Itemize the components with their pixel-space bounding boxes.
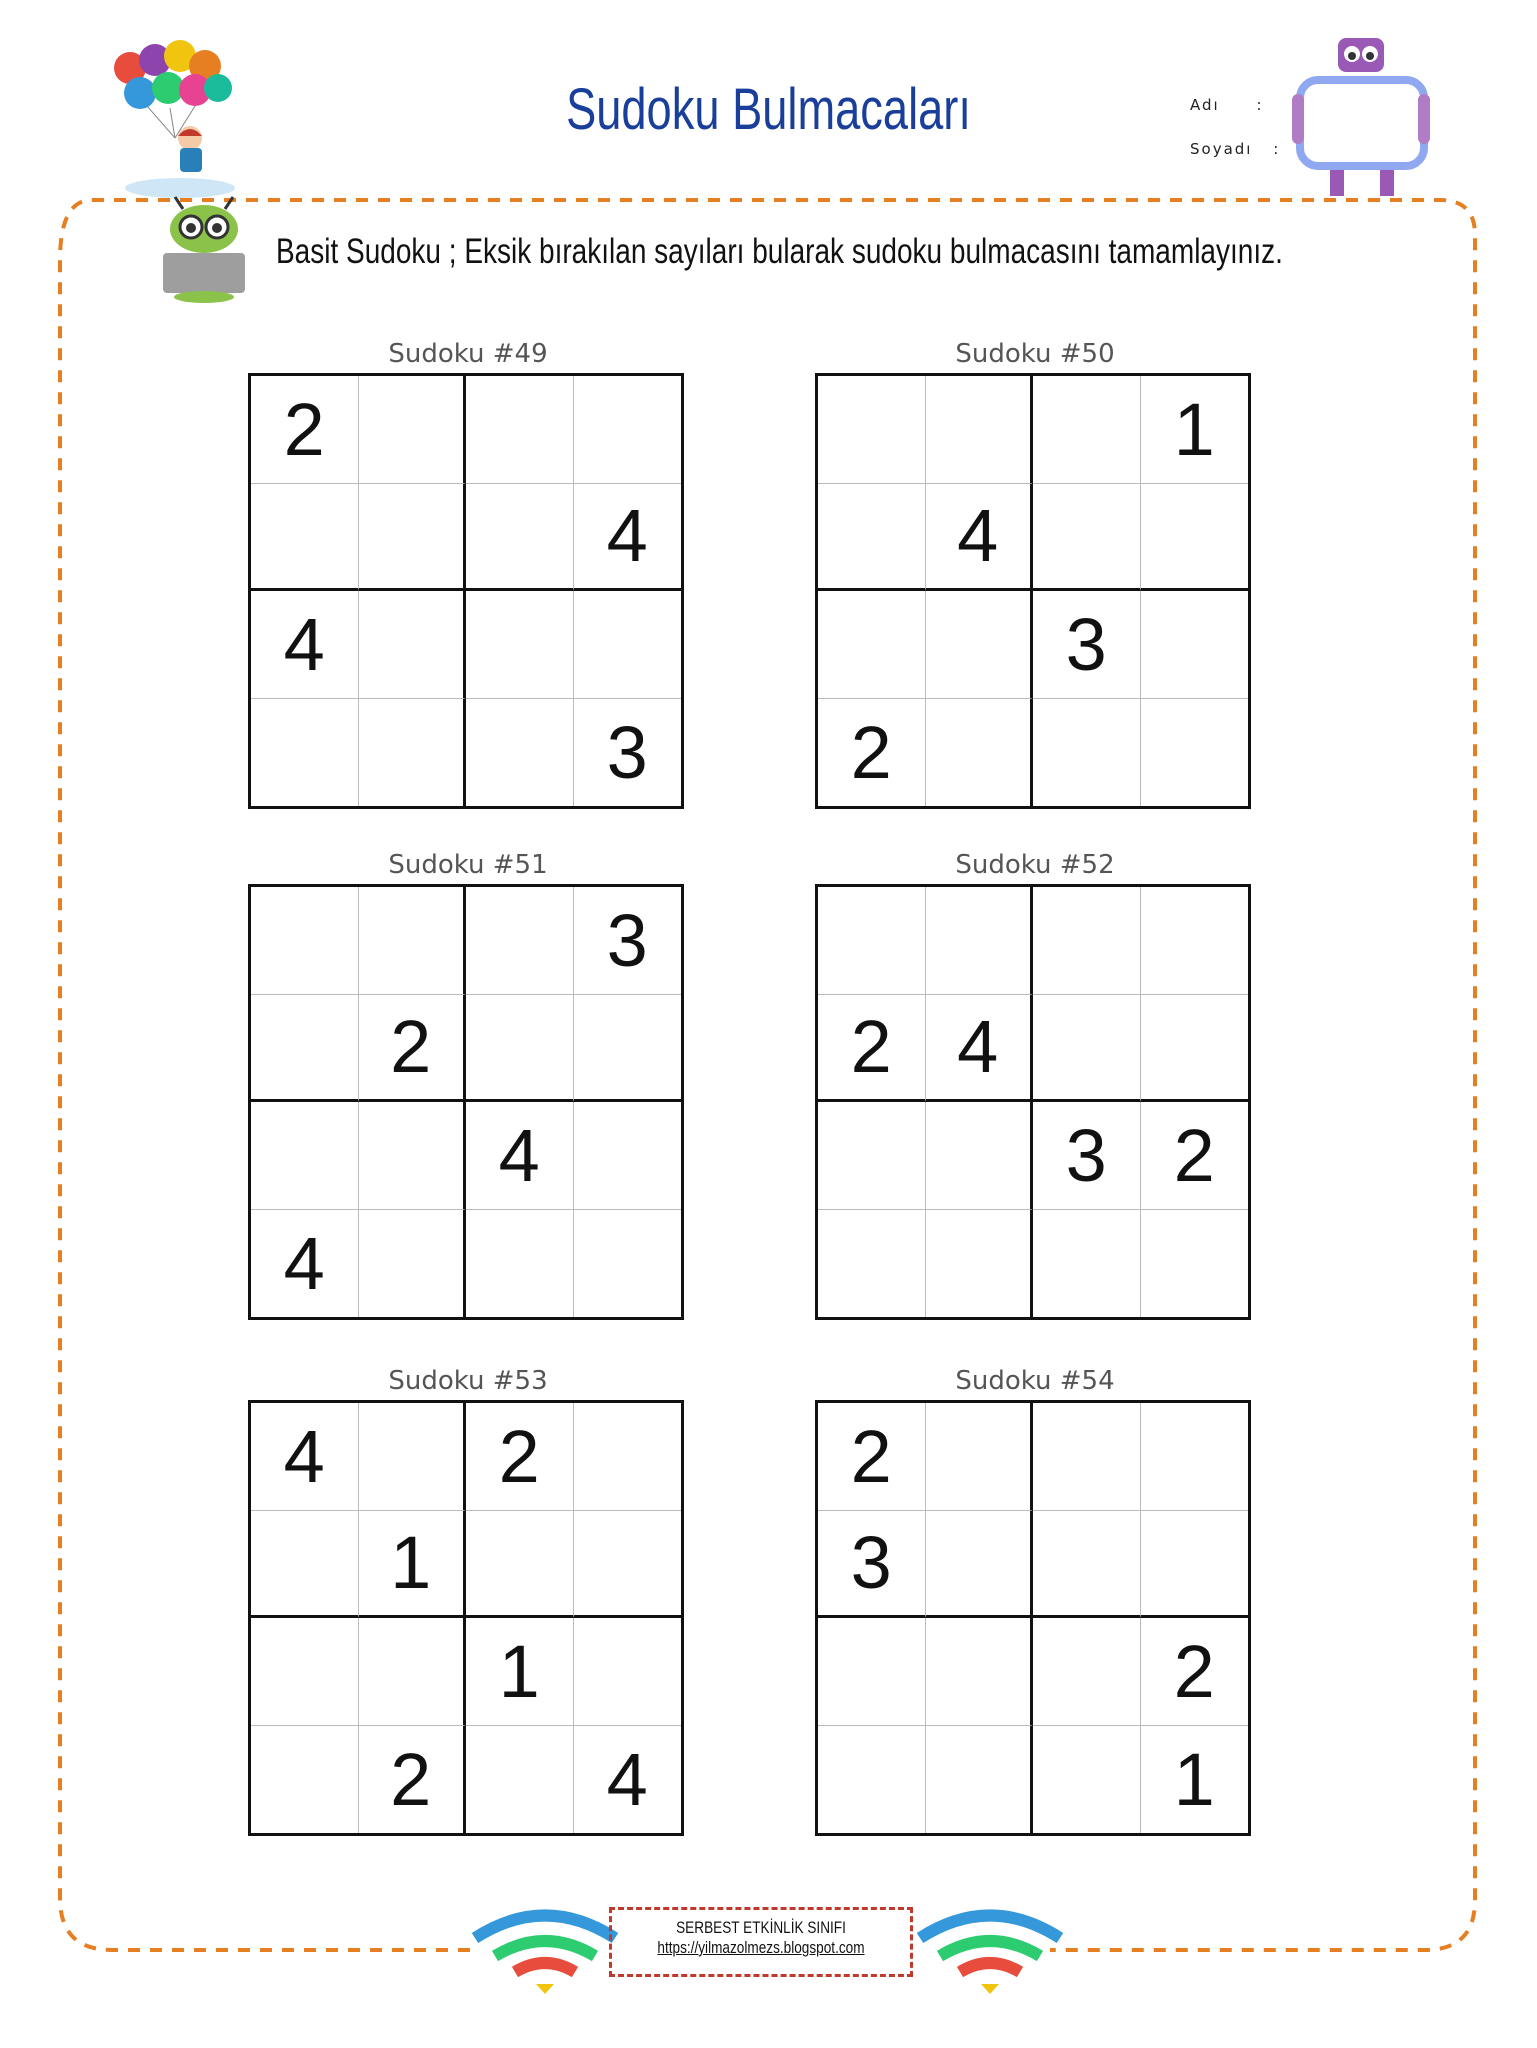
sudoku-cell-empty[interactable] [251,995,359,1103]
sudoku-cell-empty[interactable] [818,1210,926,1318]
wifi-icon [915,1908,1065,1998]
sudoku-cell-empty[interactable] [1033,1511,1141,1619]
sudoku-cell-empty[interactable] [1141,1511,1249,1619]
surname-colon: : [1273,140,1281,158]
sudoku-cell-empty[interactable] [1033,995,1141,1103]
sudoku-cell-empty[interactable] [818,1618,926,1726]
sudoku-cell-empty[interactable] [466,699,574,807]
sudoku-cell-empty[interactable] [251,1618,359,1726]
sudoku-grid [815,373,1251,809]
sudoku-cell-empty[interactable] [251,699,359,807]
sudoku-cell-empty[interactable] [466,484,574,592]
sudoku-cell-given: 2 [359,995,467,1103]
sudoku-cell-empty[interactable] [1033,376,1141,484]
footer-link[interactable]: https://yilmazolmezs.blogspot.com [657,1938,865,1957]
sudoku-cell-empty[interactable] [251,1726,359,1834]
sudoku-cell-empty[interactable] [926,1210,1034,1318]
surname-label: Soyadı [1190,140,1253,158]
sudoku-cell-given: 4 [926,995,1034,1103]
sudoku-cell-given: 2 [251,376,359,484]
puzzle-title: Sudoku #49 [388,339,548,369]
sudoku-cell-given: 3 [1033,591,1141,699]
sudoku-cell-empty[interactable] [466,1511,574,1619]
sudoku-cell-empty[interactable] [926,591,1034,699]
sudoku-cell-given: 3 [818,1511,926,1619]
sudoku-grid [248,884,684,1320]
sudoku-cell-empty[interactable] [818,887,926,995]
instruction-text: Basit Sudoku ; Eksik bırakılan sayıları bularak sudoku bulmacasını tamamlayınız. [276,232,1283,271]
sudoku-cell-empty[interactable] [1141,699,1249,807]
sudoku-cell-given: 1 [359,1511,467,1619]
sudoku-cell-given: 4 [251,591,359,699]
sudoku-cell-given: 4 [466,1102,574,1210]
sudoku-grid [248,1400,684,1836]
sudoku-cell-given: 1 [466,1618,574,1726]
sudoku-cell-empty[interactable] [251,484,359,592]
sudoku-cell-given: 4 [926,484,1034,592]
puzzle-title: Sudoku #52 [955,850,1115,880]
sudoku-cell-empty[interactable] [359,1618,467,1726]
robot-sign-icon [1290,34,1440,204]
sudoku-cell-empty[interactable] [574,376,682,484]
sudoku-cell-empty[interactable] [574,591,682,699]
sudoku-cell-given: 2 [818,995,926,1103]
puzzle-title: Sudoku #51 [388,850,548,880]
sudoku-cell-given: 1 [1141,376,1249,484]
sudoku-cell-empty[interactable] [251,1511,359,1619]
wifi-icon [470,1908,620,1998]
sudoku-cell-empty[interactable] [466,591,574,699]
sudoku-cell-empty[interactable] [574,1403,682,1511]
sudoku-cell-given: 3 [606,710,648,794]
sudoku-cell-empty[interactable] [359,1403,467,1511]
sudoku-cell-empty[interactable] [926,1102,1034,1210]
surname-field[interactable] [1190,140,1280,158]
sudoku-cell-empty[interactable] [1141,1403,1249,1511]
sudoku-cell-given: 2 [1141,1102,1249,1210]
puzzle-title: Sudoku #50 [955,339,1115,369]
sudoku-cell-given: 1 [1173,1737,1215,1821]
sudoku-cell-empty[interactable] [466,887,574,995]
sudoku-cell-empty[interactable] [466,995,574,1103]
sudoku-cell-empty[interactable] [359,699,467,807]
sudoku-cell-empty[interactable] [359,1210,467,1318]
sudoku-grid [815,884,1251,1320]
sudoku-cell-given: 2 [1141,1618,1249,1726]
page-title: Sudoku Bulmacaları [566,77,971,142]
sudoku-grid [815,1400,1251,1836]
sudoku-cell-empty[interactable] [359,484,467,592]
footer-credit [609,1907,913,1977]
sudoku-cell-empty[interactable] [574,995,682,1103]
sudoku-cell-empty[interactable] [574,1511,682,1619]
sudoku-cell-empty[interactable] [1141,484,1249,592]
sudoku-cell-empty[interactable] [466,1210,574,1318]
name-field[interactable] [1190,96,1264,114]
sudoku-cell-empty[interactable] [1033,1403,1141,1511]
sudoku-cell-empty[interactable] [926,1403,1034,1511]
sudoku-cell-empty[interactable] [574,1102,682,1210]
sudoku-cell-empty[interactable] [1033,699,1141,807]
sudoku-cell-empty[interactable] [574,1210,682,1318]
sudoku-cell-empty[interactable] [359,1102,467,1210]
sudoku-cell-empty[interactable] [1141,591,1249,699]
sudoku-cell-empty[interactable] [359,376,467,484]
sudoku-grid [248,373,684,809]
name-colon: : [1256,96,1264,114]
sudoku-cell-empty[interactable] [574,1618,682,1726]
sudoku-cell-empty[interactable] [359,591,467,699]
sudoku-cell-empty[interactable] [1141,995,1249,1103]
sudoku-cell-given: 4 [574,484,682,592]
alien-robot-icon [155,195,255,305]
sudoku-cell-empty[interactable] [1033,1618,1141,1726]
sudoku-cell-given: 2 [359,1726,467,1834]
sudoku-cell-empty[interactable] [1141,887,1249,995]
sudoku-cell-given: 4 [606,1737,648,1821]
sudoku-cell-given: 2 [466,1403,574,1511]
sudoku-cell-empty[interactable] [466,1726,574,1834]
sudoku-cell-given: 4 [251,1403,359,1511]
sudoku-cell-empty[interactable] [359,887,467,995]
sudoku-cell-empty[interactable] [466,376,574,484]
sudoku-cell-empty[interactable] [1033,1726,1141,1834]
sudoku-cell-given: 2 [818,1403,926,1511]
sudoku-cell-empty[interactable] [926,699,1034,807]
sudoku-cell-empty[interactable] [818,484,926,592]
sudoku-cell-empty[interactable] [1141,1210,1249,1318]
footer-label: SERBEST ETKİNLİK SINIFI [676,1918,846,1937]
sudoku-cell-empty[interactable] [251,1102,359,1210]
sudoku-cell-empty[interactable] [926,1511,1034,1619]
sudoku-cell-empty[interactable] [1033,887,1141,995]
sudoku-cell-empty[interactable] [818,1726,926,1834]
sudoku-cell-empty[interactable] [926,376,1034,484]
sudoku-cell-empty[interactable] [251,887,359,995]
sudoku-cell-empty[interactable] [1033,484,1141,592]
sudoku-cell-empty[interactable] [926,1726,1034,1834]
sudoku-cell-empty[interactable] [926,1618,1034,1726]
sudoku-cell-given: 3 [1033,1102,1141,1210]
sudoku-cell-empty[interactable] [818,1102,926,1210]
name-label: Adı [1190,96,1220,114]
sudoku-cell-empty[interactable] [818,591,926,699]
sudoku-cell-given: 4 [251,1210,359,1318]
sudoku-cell-empty[interactable] [1033,1210,1141,1318]
sudoku-cell-empty[interactable] [926,887,1034,995]
puzzle-title: Sudoku #53 [388,1366,548,1396]
sudoku-cell-given: 2 [818,699,926,807]
puzzle-title: Sudoku #54 [955,1366,1115,1396]
sudoku-cell-empty[interactable] [818,376,926,484]
sudoku-cell-given: 3 [574,887,682,995]
